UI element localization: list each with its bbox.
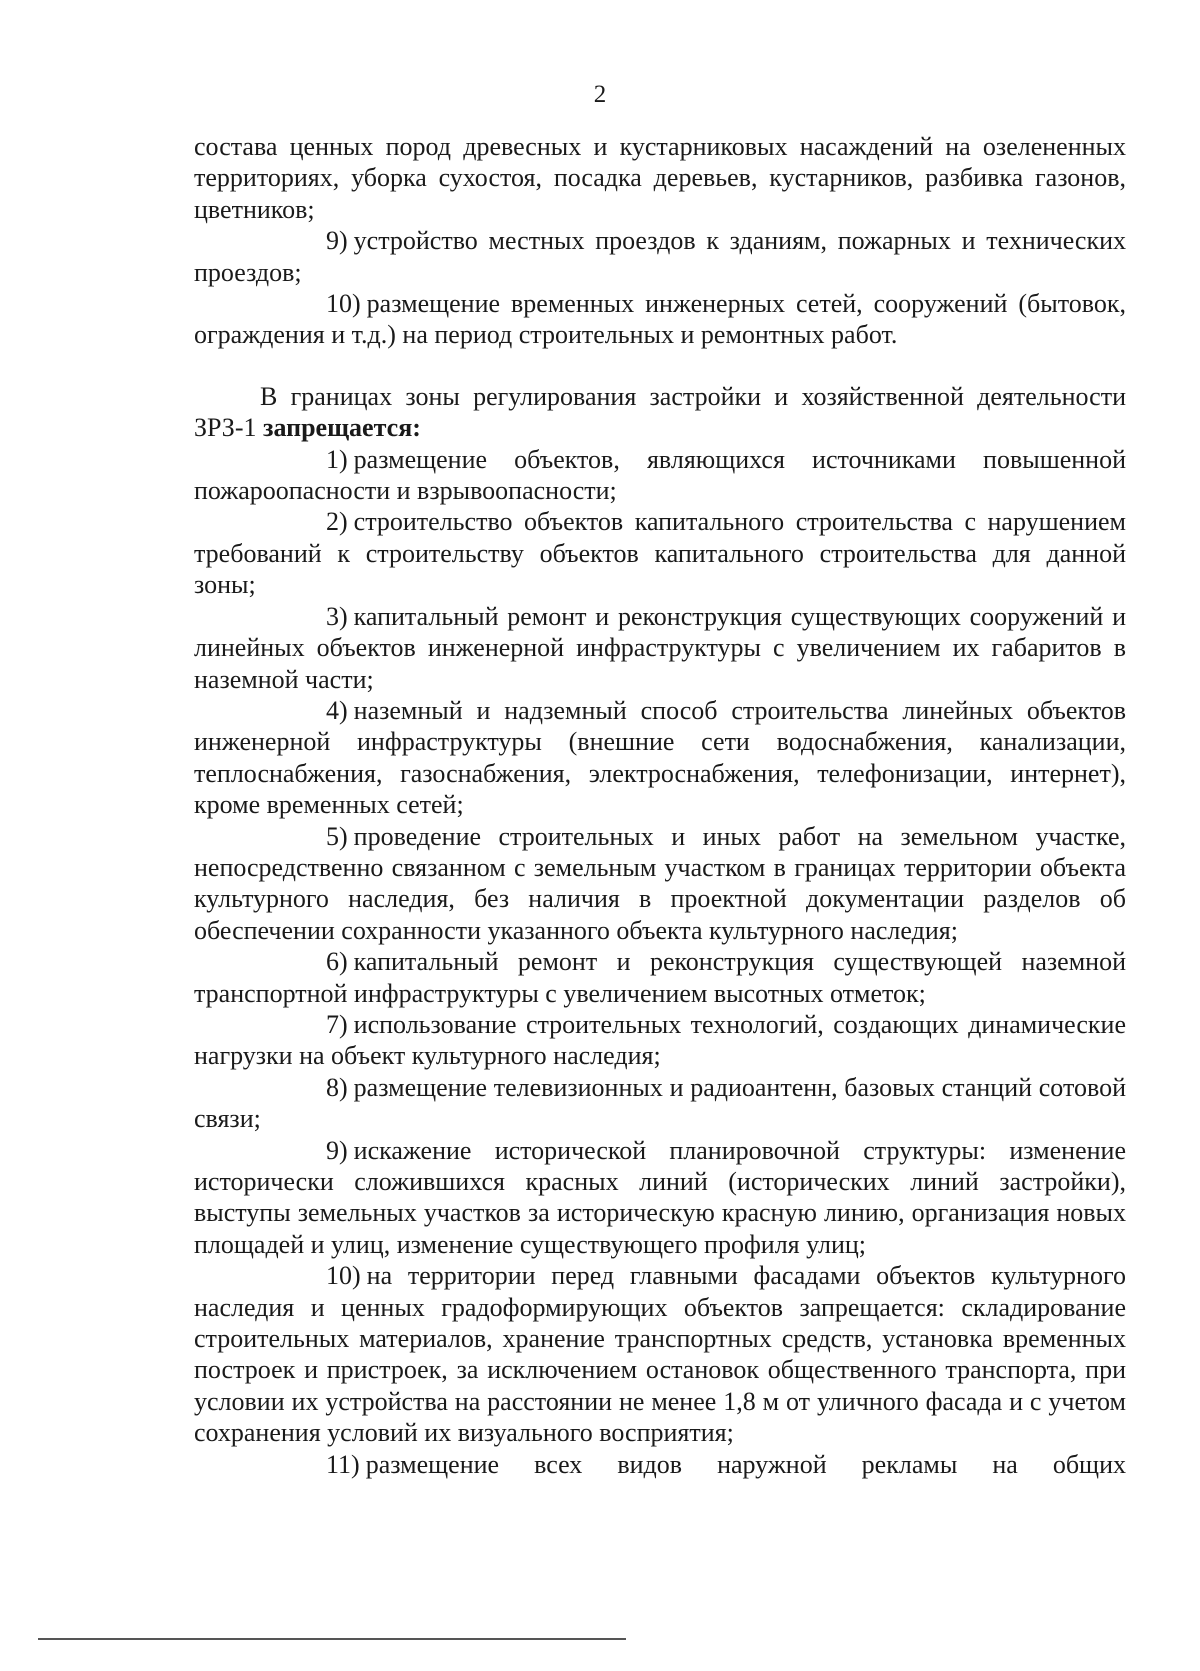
prohibited-item-7 bbox=[194, 1009, 1126, 1072]
item-text: размещение объектов, являющихся источниками повышенной пожароопасности и взрывоопасности; bbox=[194, 444, 1126, 506]
prohibited-item-8 bbox=[194, 1072, 1126, 1135]
prohibited-item-6 bbox=[194, 946, 1126, 1009]
item-number: 10) bbox=[326, 289, 361, 319]
item-text: капитальный ремонт и реконструкция существующих сооружений и линейных объектов инженерной инфраструктуры с увеличением их габаритов в наземной части; bbox=[194, 601, 1126, 694]
item-number: 9) bbox=[326, 1135, 348, 1165]
item-number: 8) bbox=[326, 1072, 348, 1102]
zone-intro-text: В границах зоны регулирования застройки и хозяйственной деятельности ЗРЗ-1 bbox=[194, 381, 1126, 443]
zone-intro-bold: запрещается: bbox=[263, 413, 421, 443]
item-text: размещение временных инженерных сетей, сооружений (бытовок, ограждения и т.д.) на период строительных и ремонтных работ. bbox=[194, 289, 1126, 350]
allowed-item-9 bbox=[194, 225, 1126, 288]
item-number: 5) bbox=[326, 821, 348, 851]
continuation-paragraph: состава ценных пород древесных и кустарниковых насаждений на озелененных территориях, уборка сухостоя, посадка деревьев, кустарников, разбивка газонов, цветников; bbox=[194, 132, 1126, 224]
prohibited-item-5 bbox=[194, 821, 1126, 947]
item-text: проведение строительных и иных работ на земельном участке, непосредственно связанном с земельным участком в границах территории объекта культурного наследия, без наличия в проектной документации разделов об обеспечении сохранности указанного объекта культурного наследия; bbox=[194, 821, 1126, 945]
item-text: строительство объектов капитального строительства с нарушением требований к строительству объектов капитального строительства для данной зоны; bbox=[194, 507, 1126, 600]
item-text: использование строительных технологий, создающих динамические нагрузки на объект культурного наследия; bbox=[194, 1009, 1126, 1071]
item-text: капитальный ремонт и реконструкция существующей наземной транспортной инфраструктуры с увеличением высотных отметок; bbox=[194, 947, 1126, 1008]
zone-intro bbox=[194, 381, 1126, 444]
item-number: 1) bbox=[326, 444, 348, 474]
item-text: устройство местных проездов к зданиям, пожарных и технических проездов; bbox=[194, 226, 1126, 287]
document-body bbox=[194, 131, 1126, 1480]
item-text: на территории перед главными фасадами объектов культурного наследия и ценных градоформирующих объектов запрещается: складирование строительных материалов, хранение транспортных средств, установка временных построек и пристроек, за исключением остановок общественного транспорта, при условии их устройства на расстоянии не менее 1,8 м от уличного фасада и с учетом сохранения условий их визуального восприятия; bbox=[194, 1261, 1126, 1448]
item-number: 11) bbox=[326, 1449, 360, 1479]
item-number: 9) bbox=[326, 226, 348, 256]
item-number: 7) bbox=[326, 1009, 348, 1039]
allowed-item-10 bbox=[194, 288, 1126, 351]
item-number: 2) bbox=[326, 507, 348, 537]
item-number: 4) bbox=[326, 695, 348, 725]
item-number: 3) bbox=[326, 601, 348, 631]
item-text: размещение всех видов наружной рекламы на общих bbox=[365, 1449, 1126, 1479]
prohibited-item-10 bbox=[194, 1260, 1126, 1448]
prohibited-item-11 bbox=[194, 1449, 1126, 1480]
page-number: 2 bbox=[593, 81, 607, 108]
footer-rule bbox=[38, 1638, 626, 1640]
item-text: искажение исторической планировочной структуры: изменение исторически сложившихся красных линий (исторических линий застройки), выступы земельных участков за историческую красную линию, организация новых площадей и улиц, изменение существующего профиля улиц; bbox=[194, 1135, 1126, 1259]
item-text: размещение телевизионных и радиоантенн, базовых станций сотовой связи; bbox=[194, 1072, 1126, 1134]
paragraph-spacer bbox=[194, 351, 1126, 381]
prohibited-item-3 bbox=[194, 601, 1126, 695]
item-text: наземный и надземный способ строительства линейных объектов инженерной инфраструктуры (внешние сети водоснабжения, канализации, теплоснабжения, газоснабжения, электроснабжения, телефонизации, интернет), кроме временных сетей; bbox=[194, 695, 1126, 820]
prohibited-item-2 bbox=[194, 506, 1126, 600]
item-number: 6) bbox=[326, 947, 348, 977]
prohibited-item-9 bbox=[194, 1135, 1126, 1261]
prohibited-item-1 bbox=[194, 444, 1126, 507]
item-number: 10) bbox=[326, 1261, 361, 1291]
prohibited-item-4 bbox=[194, 695, 1126, 821]
